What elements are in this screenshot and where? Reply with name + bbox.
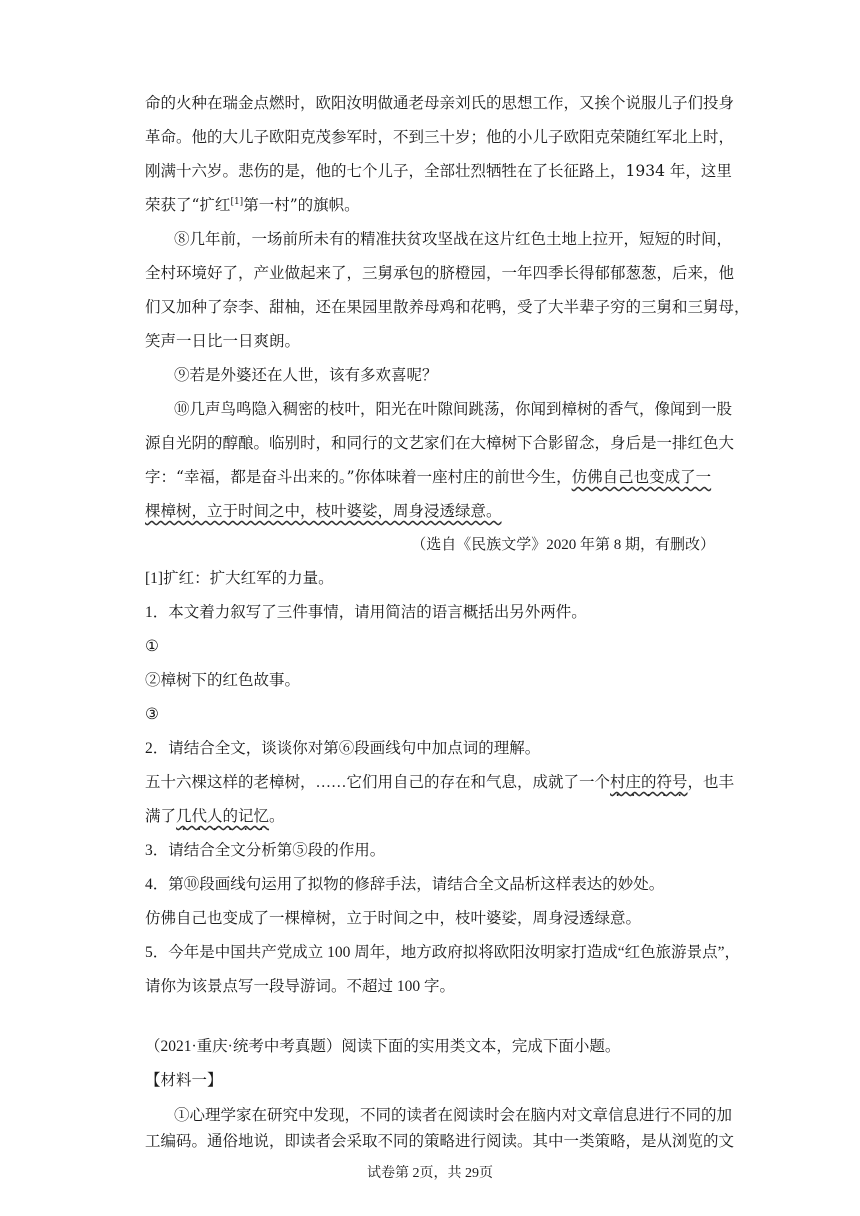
quote-text: 满了	[145, 808, 177, 825]
passage-text: 荣获了“扩红	[145, 196, 231, 214]
quoted-sentence	[145, 800, 717, 834]
question-1: 1．本文着力叙写了三件事情，请用简洁的语言概括出另外两件。	[145, 604, 587, 621]
paragraph-8-line: 们又加种了奈李、甜柚，还在果园里散养母鸡和花鸭，受了大半辈子穷的三舅和三舅母，	[145, 298, 750, 316]
question-3: 3．请结合全文分析第⑤段的作用。	[145, 842, 386, 859]
dotted-word: 村庄的符号	[610, 774, 688, 791]
paragraph-8-line: 笑声一日比一日爽朗。	[145, 332, 301, 350]
passage-line: 革命。他的大儿子欧阳克茂参军时，不到三十岁；他的小儿子欧阳克荣随红军北上时，	[145, 128, 735, 146]
quote-text: ，也丰	[687, 774, 735, 791]
question-5-line: 请你为该景点写一段导游词。不超过 100 字。	[145, 978, 456, 995]
quote-text: 五十六棵这样的老樟树，……它们用自己的存在和气息，成就了一个	[145, 774, 611, 791]
section-header: （2021·重庆·统考中考真题）阅读下面的实用类文本，完成下面小题。	[145, 1038, 621, 1055]
paragraph-10-line: 源自光阴的醇酿。临别时，和同行的文艺家们在大樟树下合影留念，身后是一排红色大	[145, 434, 735, 452]
material-heading: 【材料一】	[145, 1072, 223, 1089]
passage-line: 刚满十六岁。悲伤的是，他的七个儿子，全部壮烈牺牲在了长征路上，1934 年，这里	[145, 162, 732, 180]
quoted-sentence: 仿佛自己也变成了一棵樟树，立于时间之中，枝叶婆娑，周身浸透绿意。	[145, 910, 642, 927]
question-2: 2．请结合全文，谈谈你对第⑥段画线句中加点词的理解。	[145, 740, 541, 757]
page-footer: 试卷第 2页，共 29页	[367, 1166, 493, 1181]
passage-line: 命的火种在瑞金点燃时，欧阳汝明做通老母亲刘氏的思想工作，又挨个说服儿子们投身	[145, 94, 735, 112]
answer-item: ②樟树下的红色故事。	[145, 672, 301, 689]
question-5-line: 5．今年是中国共产党成立 100 周年，地方政府拟将欧阳汝明家打造成“红色旅游景点”，	[145, 944, 741, 961]
underlined-sentence: 棵樟树，立于时间之中，枝叶婆娑，周身浸透绿意。	[145, 502, 502, 520]
paragraph-8-line: 全村环境好了，产业做起来了，三舅承包的脐橙园，一年四季长得郁郁葱葱，后来，他	[145, 264, 735, 282]
answer-item: ①	[145, 638, 159, 655]
paragraph-10-line	[145, 460, 717, 494]
question-4: 4．第⑩段画线句运用了拟物的修辞手法，请结合全文品析这样表达的妙处。	[145, 876, 665, 893]
quoted-sentence	[145, 766, 735, 800]
dotted-word: 几代人的记忆	[176, 808, 270, 825]
passage-text: 第一村”的旗帜。	[243, 196, 360, 214]
passage-text: 字：“幸福，都是奋斗出来的。”你体味着一座村庄的前世今生，	[145, 468, 572, 486]
quote-text: 。	[269, 808, 285, 825]
material-line: 工编码。通俗地说，即读者会采取不同的策略进行阅读。其中一类策略，是从浏览的文	[145, 1132, 735, 1150]
paragraph-10-line	[145, 494, 717, 528]
paragraph-9: ⑨若是外婆还在人世，该有多欢喜呢？	[174, 366, 438, 384]
passage-line	[145, 188, 717, 222]
underlined-sentence: 仿佛自己也变成了一	[571, 468, 712, 486]
paragraph-8-line: ⑧几年前，一场前所未有的精准扶贫攻坚战在这片红色土地上拉开，短短的时间，	[174, 230, 733, 248]
footnote-marker: [1]	[230, 196, 244, 207]
answer-item: ③	[145, 706, 159, 723]
source-citation: （选自《民族文学》2020 年第 8 期，有删改）	[411, 537, 715, 553]
material-line: ①心理学家在研究中发现，不同的读者在阅读时会在脑内对文章信息进行不同的加	[174, 1106, 733, 1124]
paragraph-10-line: ⑩几声鸟鸣隐入稠密的枝叶，阳光在叶隙间跳荡，你闻到樟树的香气，像闻到一股	[174, 400, 733, 418]
footnote: [1]扩红：扩大红军的力量。	[145, 570, 334, 587]
